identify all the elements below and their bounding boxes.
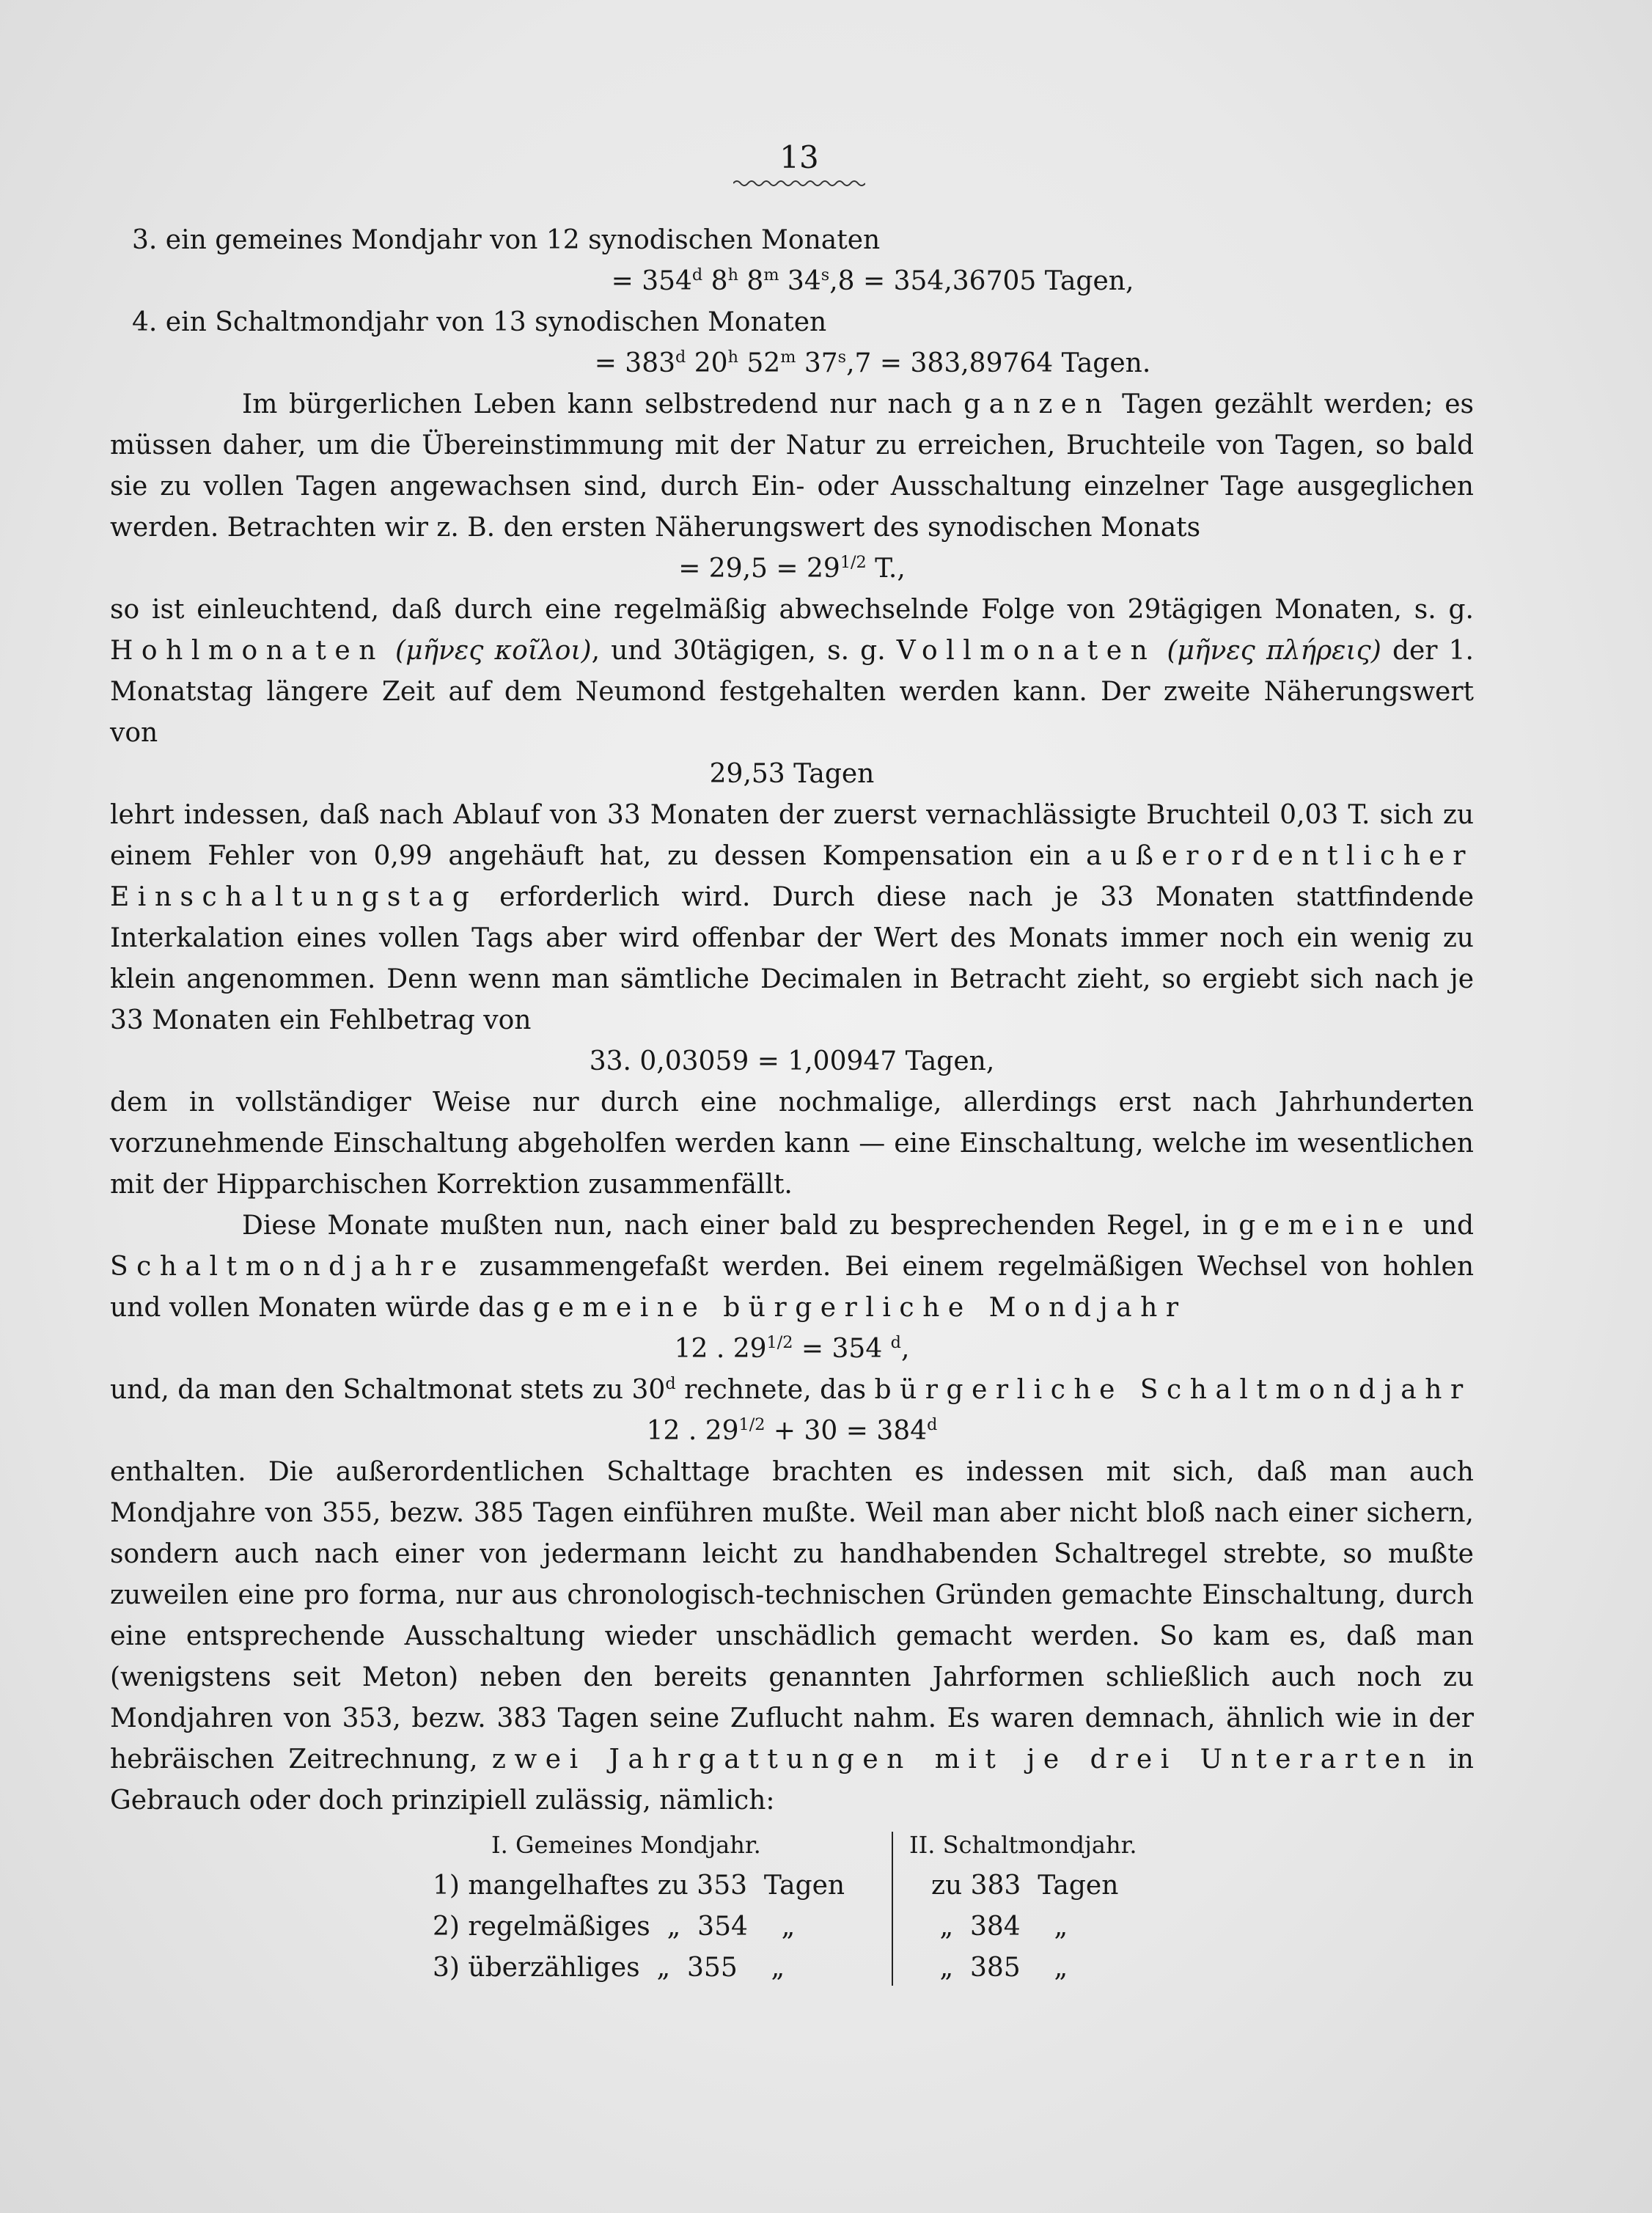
page-number-ornament	[733, 179, 865, 188]
table-header-right: II. Schaltmondjahr.	[909, 1831, 1137, 1859]
table-row: „ 385 „	[931, 1953, 1068, 1983]
list-item-3: 3. ein gemeines Mondjahr von 12 synodischen Monaten	[132, 225, 881, 255]
paragraph-6: und, da man den Schaltmonat stets zu 30$^d$ rechnete, das bürgerliche Schaltmondjahr	[110, 1374, 1472, 1405]
table-divider	[892, 1832, 893, 1986]
table-row: 1) mangelhaftes zu 353 Tagen	[433, 1871, 845, 1901]
paragraph-2: so ist einleuchtend, daß durch eine regelmäßig abwechselnde Folge von 29tägigen Monaten, s. g. Hohlmonaten (μῆνες κοῖλοι), und 30tägigen, s. g. Vollmonaten (μῆνες πλήρεις) der 1. Monatstag längere Zeit auf dem Neumond festgehalten werden kann. Der zweite Näherungswert von	[110, 595, 1474, 748]
list-item-4: 4. ein Schaltmondjahr von 13 synodischen Monaten	[132, 307, 827, 337]
table-header-left: I. Gemeines Mondjahr.	[491, 1831, 761, 1859]
page-body	[110, 220, 1474, 1993]
paragraph-5: Diese Monate mußten nun, nach einer bald zu besprechenden Regel, in gemeine und Schaltmondjahre zusammengefaßt werden. Bei einem regelmäßigen Wechsel von hohlen und vollen Monaten würde das gemeine bürgerliche Mondjahr	[110, 1211, 1474, 1323]
equation-383: = $383^d$ 20$^h$ 52$^m$ $37^s,7 = 383,89764$ Tagen.	[594, 348, 1151, 378]
paragraph-4: dem in vollständiger Weise nur durch eine nochmalige, allerdings erst nach Jahrhunderten vorzunehmende Einschaltung abgeholfen werden kann — eine Einschaltung, welche im wesentlichen mit der Hipparchischen Korrektion zusammenfällt.	[110, 1087, 1474, 1200]
table-row: zu 383 Tagen	[931, 1871, 1119, 1901]
table-row: „ 384 „	[931, 1912, 1068, 1942]
equation-354d: 12 . $29^{1/2} = 354$ $^d$,	[674, 1333, 910, 1364]
equation-354: = $354^d$ 8$^h$ 8$^m$ $34^s,8 = 354,36705$ Tagen,	[611, 265, 1134, 296]
table-column-leap-year	[895, 1824, 1261, 1989]
equation-33: 33. 0,03059 = 1,00947 Tagen,	[589, 1046, 995, 1076]
table-row: 3) überzähliges „ 355 „	[433, 1953, 785, 1983]
table-row: 2) regelmäßiges „ 354 „	[433, 1912, 796, 1942]
paragraph-3: lehrt indessen, daß nach Ablauf von 33 Monaten der zuerst vernachlässigte Bruchteil 0,03 T. sich zu einem Fehler von 0,99 angehäuft hat, zu dessen Kompensation ein außerordentlicher Einschaltungstag erforderlich wird. Durch diese nach je 33 Monaten stattfindende Interkalation eines vollen Tags aber wird offenbar der Wert des Monats immer noch ein wenig zu klein angenommen. Denn wenn man sämtliche Decimalen in Betracht zieht, so ergiebt sich nach je 33 Monaten ein Fehlbetrag von	[110, 800, 1474, 1035]
page-number: 13	[779, 139, 819, 175]
equation-384d: 12 . $29^{1/2} + 30 = 384^d$	[646, 1415, 938, 1446]
equation-29-5: = $29,5 = 29^{1/2}$ T.,	[678, 553, 906, 584]
paragraph-7: enthalten. Die außerordentlichen Schalttage brachten es indessen mit sich, daß man auch Mondjahre von 355, bezw. 385 Tagen einführen mußte. Weil man aber nicht bloß nach einer sichern, sondern auch nach einer von jedermann leicht zu handhabenden Schaltregel strebte, so mußte zuweilen eine pro forma, nur aus chronologisch-technischen Gründen gemachte Einschaltung, durch eine entsprechende Ausschaltung wieder unschädlich gemacht werden. So kam es, daß man (wenigstens seit Meton) neben den bereits genannten Jahrformen schließlich auch noch zu Mondjahren von 353, bezw. 383 Tagen seine Zuflucht nahm. Es waren demnach, ähnlich wie in der hebräischen Zeitrechnung, zwei Jahrgattungen mit je drei Unterarten in Gebrauch oder doch prinzipiell zulässig, nämlich:	[110, 1457, 1474, 1816]
equation-29-53: 29,53 Tagen	[709, 759, 875, 789]
table-column-common-year	[433, 1824, 946, 1989]
paragraph-1: Im bürgerlichen Leben kann selbstredend nur nach ganzen Tagen gezählt werden; es müssen daher, um die Übereinstimmung mit der Natur zu erreichen, Bruchteile von Tagen, so bald sie zu vollen Tagen angewachsen sind, durch Ein- oder Ausschaltung einzelner Tage ausgeglichen werden. Betrachten wir z. B. den ersten Näherungswert des synodischen Monats	[110, 389, 1474, 543]
year-types-table	[110, 1824, 1474, 1993]
